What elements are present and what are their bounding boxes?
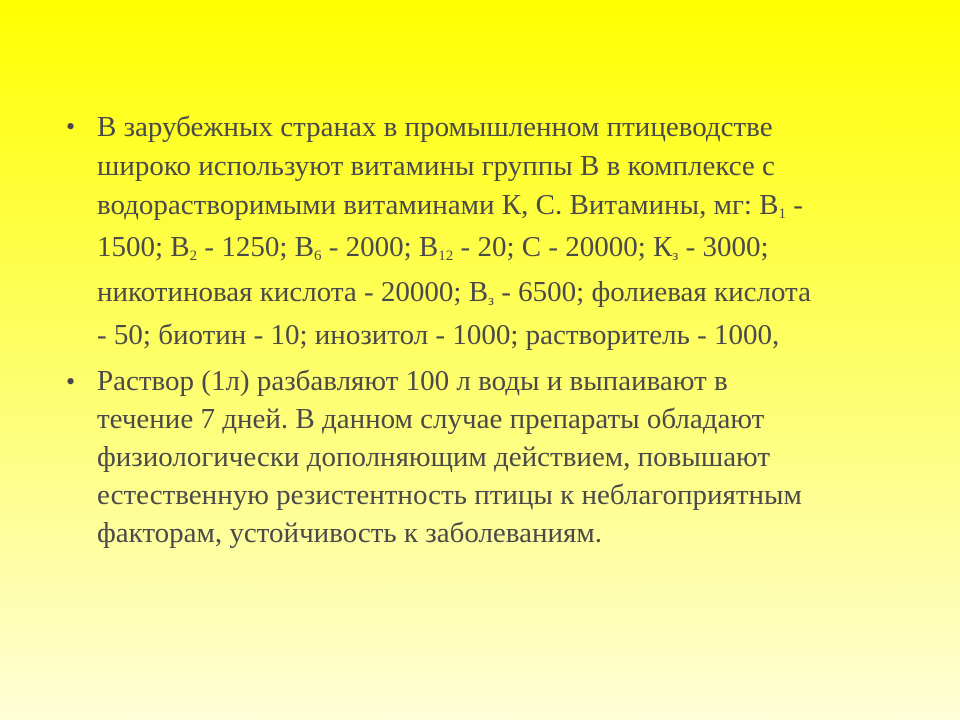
text-line: широко используют витамины группы В в комплексе с — [97, 150, 775, 182]
text-line: Раствор (1л) разбавляют 100 л воды и выпаивают в — [97, 365, 728, 397]
text-line: никотиновая кислота - 20000; $В_з - 6500$; фолиевая кислота — [97, 276, 811, 309]
bullet-marker: • — [66, 367, 76, 396]
text-line: 1500; $В_2 - 1250$; $В_6 - 2000$; $В_{12} - 20$; С - 20000; $К_з - 3000$; — [97, 231, 769, 264]
text-line: В зарубежных странах в промышленном птицеводстве — [97, 111, 773, 143]
text-line: водорастворимыми витаминами К, С. Витамины, мг: $В_1$ - — [97, 189, 803, 222]
text-line: течение 7 дней. В данном случае препараты обладают — [97, 403, 765, 435]
text-line: физиологически дополняющим действием, повышают — [97, 441, 771, 473]
text-line: естественную резистентность птицы к неблагоприятным — [97, 479, 802, 511]
bullet-marker: • — [66, 112, 76, 141]
text-line: факторам, устойчивость к заболеваниям. — [97, 517, 602, 549]
text-line: - 50; биотин - 10; инозитол - 1000; растворитель - 1000, — [97, 319, 780, 351]
